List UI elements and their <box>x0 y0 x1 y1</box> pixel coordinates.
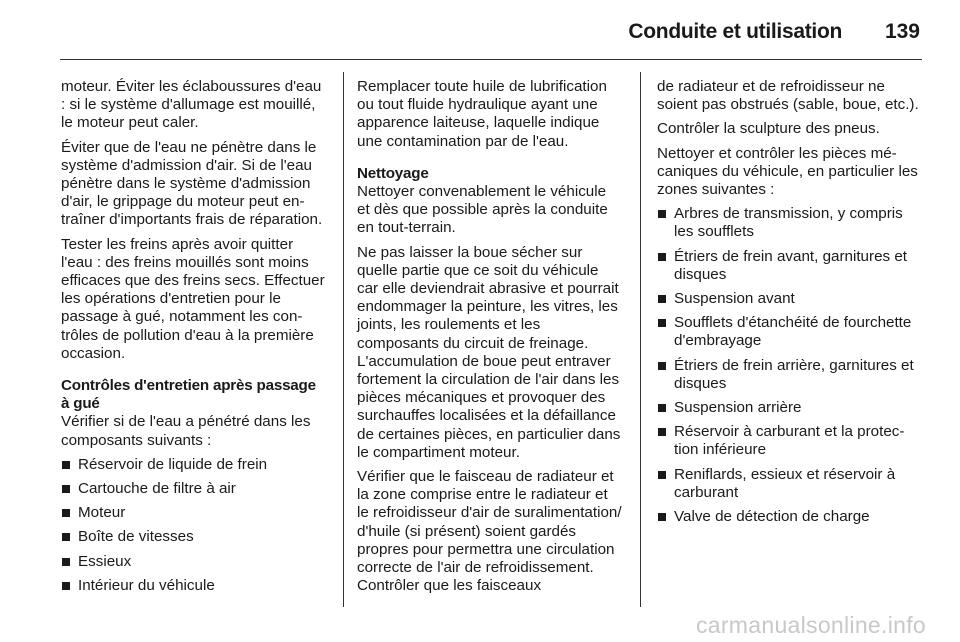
bullet-square-icon <box>62 485 70 493</box>
list-item: Essieux <box>61 553 326 571</box>
list-item: Réservoir de liquide de frein <box>61 456 326 474</box>
list-item: Étriers de frein arrière, garnitures et disques <box>657 357 922 393</box>
column-divider <box>640 72 641 607</box>
list-item: Valve de détection de charge <box>657 508 922 526</box>
paragraph: Vérifier si de l'eau a pénétré dans les composants suivants : <box>61 413 311 449</box>
column-divider <box>343 72 344 607</box>
bullet-square-icon <box>658 513 666 521</box>
paragraph: Tester les freins après avoir quitter l'eau : des freins mouillés sont moins efficaces que des freins secs. Effectuer les opérations d'entretien pour le passage à gué, notamment les contrôles de pollution d'eau à la première occasion. <box>61 235 325 362</box>
list-item: Intérieur du véhicule <box>61 577 326 595</box>
list-item: Moteur <box>61 504 326 522</box>
list-item: Soufflets d'étanchéité de fourchette d'embrayage <box>657 314 922 350</box>
list-item: Cartouche de filtre à air <box>61 480 326 498</box>
bullet-square-icon <box>658 295 666 303</box>
list-item: Boîte de vitesses <box>61 528 326 546</box>
bullet-square-icon <box>658 428 666 436</box>
list-item: Réservoir à carburant et la protection inférieure <box>657 423 922 459</box>
paragraph: Contrôler la sculpture des pneus. <box>657 120 880 138</box>
bullet-square-icon <box>62 461 70 469</box>
page-header <box>0 18 960 48</box>
column-2 <box>357 78 622 601</box>
bullet-square-icon <box>62 558 70 566</box>
column-1 <box>61 78 326 601</box>
bullet-square-icon <box>658 319 666 327</box>
watermark: carmanualsonline.info <box>695 612 926 638</box>
list-item: Étriers de frein avant, garnitures et disques <box>657 248 922 284</box>
bullet-square-icon <box>62 509 70 517</box>
column-3 <box>657 78 922 532</box>
bullet-square-icon <box>658 362 666 370</box>
bullet-square-icon <box>658 471 666 479</box>
bullet-square-icon <box>62 533 70 541</box>
page-title: Conduite et utilisation <box>628 20 842 43</box>
list-item: Suspension avant <box>657 290 922 308</box>
section-heading: Contrôles d'entretien après passage à gué <box>61 377 316 413</box>
paragraph: Ne pas laisser la boue sécher sur quelle partie que ce soit du véhicule car elle deviendrait abrasive et pourrait endommager la peinture, les vitres, les joints, les roulements et les composants du circuit de freinage. L'accumulation de boue peut entraver fortement la circulation de l'air dans les pièces mécaniques et provoquer des surchauffes localisées et la défaillance de certaines pièces, en particulier dans le compartiment moteur. <box>357 243 621 461</box>
header-rule <box>60 59 922 60</box>
bullet-square-icon <box>658 253 666 261</box>
bullet-square-icon <box>658 210 666 218</box>
list-item: Reniflards, essieux et réservoir à carburant <box>657 466 922 502</box>
paragraph: Nettoyer et contrôler les pièces mécaniques du véhicule, en particulier les zones suivantes : <box>657 144 918 199</box>
bullet-list <box>657 205 922 526</box>
section-heading: Nettoyage <box>357 164 429 182</box>
paragraph: Éviter que de l'eau ne pénètre dans le système d'admission d'air. Si de l'eau pénètre dans le système d'admission d'air, le grippage du moteur peut entraîner d'importants frais de réparation. <box>61 138 323 229</box>
list-item: Arbres de transmission, y compris les soufflets <box>657 205 922 241</box>
paragraph: Vérifier que le faisceau de radiateur et la zone comprise entre le radiateur et le refroidisseur d'air de suralimentation/ d'huile (si présent) soient gardés propres pour permettra une circulation correcte de l'air de refroidissement. Contrôler que les faisceaux <box>357 468 622 595</box>
bullet-list <box>61 456 326 595</box>
bullet-square-icon <box>658 404 666 412</box>
paragraph: de radiateur et de refroidisseur ne soient pas obstrués (sable, boue, etc.). <box>657 78 919 114</box>
bullet-square-icon <box>62 582 70 590</box>
paragraph: Nettoyer convenablement le véhicule et dès que possible après la conduite en tout-terrain. <box>357 183 608 237</box>
list-item: Suspension arrière <box>657 399 922 417</box>
page-number: 139 <box>884 20 920 43</box>
paragraph: Remplacer toute huile de lubrification ou tout fluide hydraulique ayant une apparence laiteuse, laquelle indique une contamination par de l'eau. <box>357 78 607 150</box>
paragraph: moteur. Éviter les éclaboussures d'eau : si le système d'allumage est mouillé, le moteur peut caler. <box>61 78 322 132</box>
